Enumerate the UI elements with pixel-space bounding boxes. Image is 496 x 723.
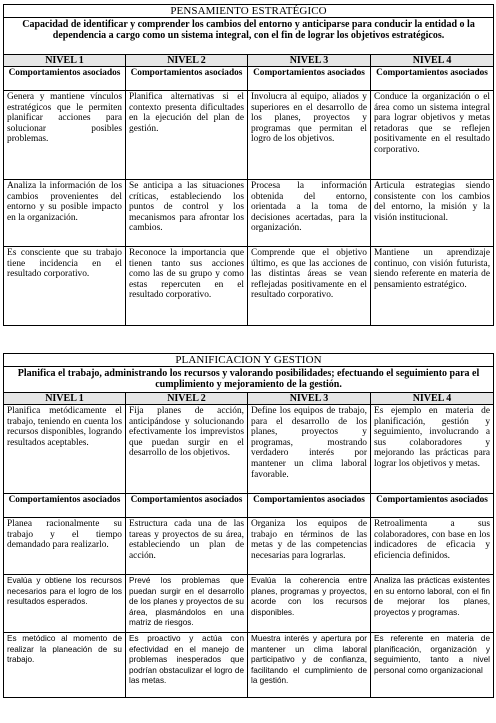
behavior-cell: Retroalimenta a sus colaboradores, con base en los indicadores de eficacia y eficiencia definidos.	[371, 518, 494, 575]
behaviors-header: Comportamientos asociados	[126, 494, 248, 518]
behaviors-header-row	[4, 67, 494, 91]
behavior-row	[4, 518, 494, 575]
behavior-cell: Organiza los equipos de trabajo en términos de las metas y de las competencias necesarias para lograrlas.	[248, 518, 371, 575]
behaviors-header: Comportamientos asociados	[371, 67, 494, 91]
section-title-row	[4, 5, 494, 18]
behavior-cell: Comprende que el objetivo último, es que las acciones de las distintas áreas se vean reflejadas positivamente en el resultado corporativo.	[248, 247, 371, 326]
behavior-cell: Analiza la información de los cambios provenientes del entorno y su posible impacto en la organización.	[4, 180, 126, 247]
behaviors-header: Comportamientos asociados	[4, 494, 126, 518]
behavior-row	[4, 180, 494, 247]
behavior-cell: Evalúa y obtiene los recursos necesarios para el logro de los resultados esperados.	[4, 575, 126, 633]
behavior-cell: Muestra interés y apertura por mantener un clima laboral participativo y de confianza, facilitando el cumplimiento de la gestión.	[248, 633, 371, 698]
level-header: NIVEL 2	[126, 393, 248, 405]
behavior-cell: Evalúa la coherencia entre planes, programas y proyectos, acorde con los recursos disponibles.	[248, 575, 371, 633]
behaviors-header: Comportamientos asociados	[371, 494, 494, 518]
behavior-cell: Se anticipa a las situaciones críticas, estableciendo los puntos de control y los mecanismos para afrontar los cambios.	[126, 180, 248, 247]
behavior-cell: Es referente en materia de planificación, organización y seguimiento, tanto a nivel personal como organizacional	[371, 633, 494, 698]
behavior-cell: Analiza las prácticas existentes en su entorno laboral, con el fin de mejorar los planes, proyectos y programas.	[371, 575, 494, 633]
behavior-cell: Es proactivo y actúa con efectividad en el manejo de problemas inesperados que podrían obstaculizar el logro de las metas.	[126, 633, 248, 698]
behavior-cell: Define los equipos de trabajo, para el desarrollo de los planes, proyectos y programas, mostrando verdadero interés por mantener un clima laboral favorable.	[248, 405, 371, 494]
level-header-row	[4, 55, 494, 67]
behavior-cell: Planifica metódicamente el trabajo, teniendo en cuenta los recursos disponibles, logrando resultados aceptables.	[4, 405, 126, 494]
behavior-cell: Mantiene un aprendizaje continuo, con visión futurista, siendo referente en materia de pensamiento estratégico.	[371, 247, 494, 326]
behavior-row	[4, 575, 494, 633]
behavior-cell: Fija planes de acción, anticipándose y solucionando efectivamente los imprevistos que puedan surgir en el desarrollo de los objetivos.	[126, 405, 248, 494]
behavior-cell: Prevé los problemas que puedan surgir en el desarrollo de los planes y proyectos de su área, plasmándolos en una matriz de riesgos.	[126, 575, 248, 633]
behavior-cell: Es metódico al momento de realizar la planeación de su trabajo.	[4, 633, 126, 698]
section-definition-row	[4, 18, 494, 55]
behavior-cell: Es consciente que su trabajo tiene incidencia en el resultado corporativo.	[4, 247, 126, 326]
behavior-cell: Conduce la organización o el área como un sistema integral para lograr objetivos y metas retadoras que se reflejen positivamente en el resultado corporativo.	[371, 91, 494, 180]
behavior-row	[4, 91, 494, 180]
behavior-cell: Reconoce la importancia que tienen tanto sus acciones como las de su grupo y como estas repercuten en el resultado corporativo.	[126, 247, 248, 326]
behaviors-header: Comportamientos asociados	[4, 67, 126, 91]
section-definition: Planifica el trabajo, administrando los recursos y valorando posibilidades; efectuando el seguimiento para el cumplimiento y mejoramiento de la gestión.	[4, 367, 494, 393]
behavior-cell: Procesa la información obtenida del entorno, orientada a la toma de decisiones acertadas, para la organización.	[248, 180, 371, 247]
section-definition-row	[4, 367, 494, 393]
competency-table-strategic-thinking	[3, 4, 494, 326]
behaviors-header: Comportamientos asociados	[248, 67, 371, 91]
level-header: NIVEL 2	[126, 55, 248, 67]
behavior-row	[4, 405, 494, 494]
behavior-cell: Planea racionalmente su trabajo y el tiempo demandado para realizarlo.	[4, 518, 126, 575]
level-header: NIVEL 4	[371, 55, 494, 67]
level-header: NIVEL 3	[248, 393, 371, 405]
behavior-row	[4, 247, 494, 326]
level-header: NIVEL 1	[4, 55, 126, 67]
behaviors-header: Comportamientos asociados	[248, 494, 371, 518]
behaviors-header-row	[4, 494, 494, 518]
behavior-cell: Planifica alternativas si el contexto presenta dificultades en la ejecución del plan de gestión.	[126, 91, 248, 180]
behavior-cell: Es ejemplo en materia de planificación, gestión y seguimiento, involucrando a sus colaboradores y mejorando las prácticas para lograr los objetivos y metas.	[371, 405, 494, 494]
section-title: PENSAMIENTO ESTRATÉGICO	[4, 5, 494, 18]
level-header: NIVEL 3	[248, 55, 371, 67]
behavior-cell: Involucra al equipo, aliados y superiores en el desarrollo de los planes, proyectos y programas que permitan el logro de los objetivos.	[248, 91, 371, 180]
behavior-cell: Articula estrategias siendo consistente con los cambios del entorno, la misión y la visión institucional.	[371, 180, 494, 247]
behaviors-header: Comportamientos asociados	[126, 67, 248, 91]
section-title-row	[4, 354, 494, 367]
level-header: NIVEL 1	[4, 393, 126, 405]
competency-table-planning-management	[3, 353, 494, 698]
behavior-row	[4, 633, 494, 698]
level-header-row	[4, 393, 494, 405]
behavior-cell: Genera y mantiene vínculos estratégicos que le permiten planificar acciones para solucionar posibles problemas.	[4, 91, 126, 180]
section-title: PLANIFICACION Y GESTION	[4, 354, 494, 367]
level-header: NIVEL 4	[371, 393, 494, 405]
section-definition: Capacidad de identificar y comprender los cambios del entorno y anticiparse para conducir la entidad o la dependencia a cargo como un sistema integral, con el fin de lograr los objetivos estratégicos.	[4, 18, 494, 55]
behavior-cell: Estructura cada una de las tareas y proyectos de su área, estableciendo un plan de acción.	[126, 518, 248, 575]
